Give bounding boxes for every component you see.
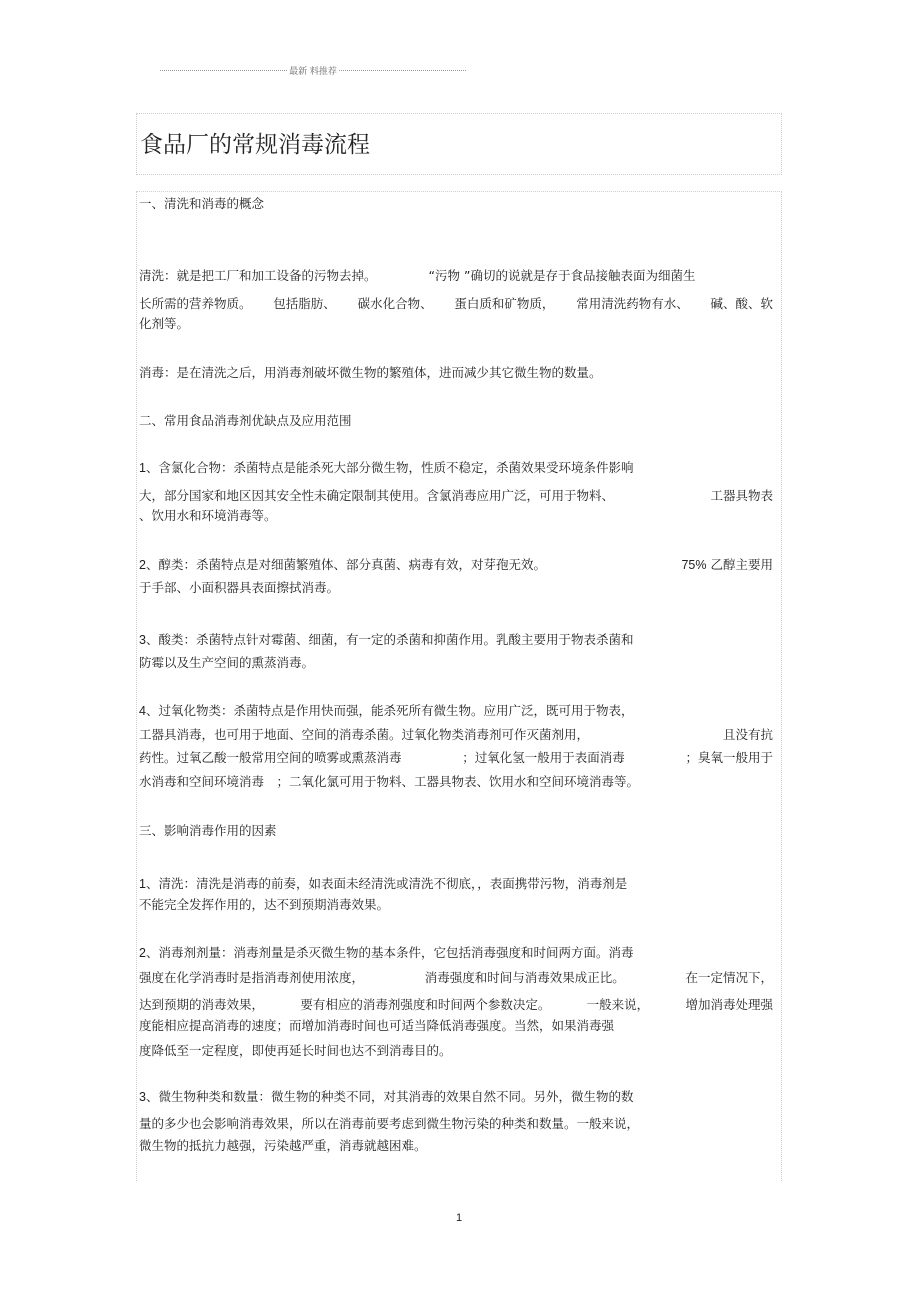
- percentage: 75%: [681, 558, 707, 572]
- text-span: ；过氧化氢一般用于表面消毒: [462, 750, 625, 765]
- header-dotted-rule-right: [339, 70, 466, 71]
- document-title: 食品厂的常规消毒流程: [140, 132, 370, 158]
- text-span: “污物 ”确切的说就是存于食品接触表面为细菌生: [428, 268, 696, 283]
- s2-item4-line2: [139, 727, 773, 743]
- item-number: 1: [139, 461, 146, 475]
- s1-p3-line: 化剂等。: [139, 316, 190, 331]
- text-span: 、消毒剂剂量：消毒剂量是杀灭微生物的基本条件，它包括消毒强度和时间两方面。消毒: [145, 945, 634, 960]
- s2-item1-line2: [139, 488, 773, 504]
- s2-item4-line4: 水消毒和空间环境消毒 ；二氧化氯可用于物料、工器具物表、饮用水和空间环境消毒等。: [139, 774, 640, 789]
- text-span: 强度在化学消毒时是指消毒剂使用浓度，: [139, 970, 365, 985]
- text-span: 一般来说，: [586, 997, 650, 1012]
- s1-p1-line: [139, 268, 695, 284]
- item-number: 3: [139, 1090, 146, 1104]
- text-span: 清洗：就是把工厂和加工设备的污物去掉。: [139, 268, 377, 283]
- text-span: 工器具消毒，也可用于地面、空间的消毒杀菌。过氧化物类消毒剂可作灭菌剂用，: [139, 727, 590, 742]
- s3-item2-line3: [139, 997, 773, 1013]
- s2-item3-line1: [139, 632, 633, 648]
- text-span: 要有相应的消毒剂强度和时间两个参数决定。: [300, 997, 551, 1012]
- text-span: [681, 557, 773, 573]
- s1-p4-line: 消毒：是在清洗之后，用消毒剂破坏微生物的繁殖体，进而减少其它微生物的数量。: [139, 365, 602, 380]
- text-span: 大，部分国家和地区因其安全性未确定限制其使用。含氯消毒应用广泛，可用于物料、: [139, 488, 615, 503]
- text-span: 、酸类：杀菌特点针对霉菌、细菌，有一定的杀菌和抑菌作用。乳酸主要用于物表杀菌和: [145, 632, 634, 647]
- text-span: 蛋白质和矿物质，: [454, 296, 555, 311]
- text-span: 达到预期的消毒效果，: [139, 997, 265, 1012]
- s3-item1-line1: [139, 876, 627, 892]
- s2-item1-line1: [139, 460, 633, 476]
- text-span: 碱、酸、软: [710, 296, 773, 311]
- s2-item2-line1: [139, 557, 773, 573]
- text-span: 增加消毒处理强: [685, 997, 773, 1012]
- s3-item3-line2: 量的多少也会影响消毒效果，所以在消毒前要考虑到微生物污染的种类和数量。一般来说，: [139, 1116, 640, 1131]
- text-span: 常用清洗药物有水、: [576, 296, 689, 311]
- text-span: 、微生物种类和数量：微生物的种类不同，对其消毒的效果自然不同。另外，微生物的数: [145, 1089, 634, 1104]
- s3-item2-line5: 度降低至一定程度，即使再延长时间也达不到消毒目的。: [139, 1043, 452, 1058]
- s2-item4-line3: [139, 750, 773, 766]
- text-span: 包括脂肪、: [273, 296, 336, 311]
- s3-item2-line1: [139, 945, 633, 961]
- text-span: 在一定情况下，: [685, 970, 773, 985]
- item-number: 2: [139, 946, 146, 960]
- item-number: 4: [139, 704, 146, 718]
- s2-item1-line3: 、饮用水和环境消毒等。: [139, 508, 277, 523]
- text-span: 乙醇主要用: [706, 557, 773, 572]
- text-span: 且没有抗: [722, 727, 773, 742]
- text-span: 药性。过氧乙酸一般常用空间的喷雾或熏蒸消毒: [139, 750, 402, 765]
- s3-item3-line3: 微生物的抵抗力越强，污染越严重，消毒就越困难。: [139, 1138, 427, 1153]
- text-span: 碳水化合物、: [357, 296, 433, 311]
- s1-p2-line: [139, 296, 773, 312]
- section-2-heading: 二、常用食品消毒剂优缺点及应用范围: [139, 413, 352, 428]
- text-span: 工器具物表: [710, 488, 773, 503]
- header-dotted-rule-left: [160, 70, 287, 71]
- s2-item2-line2: 于手部、小面积器具表面擦拭消毒。: [139, 580, 340, 595]
- section-1-heading: 一、清洗和消毒的概念: [139, 196, 265, 211]
- header-text: 最新 料推荐: [289, 67, 337, 77]
- s2-item4-line1: [139, 703, 633, 719]
- text-span: 、清洗：清洗是消毒的前奏，如表面未经清洗或清洗不彻底，，表面携带污物，消毒剂是: [145, 876, 628, 891]
- page-header: [160, 64, 466, 77]
- section-3-heading: 三、影响消毒作用的因素: [139, 823, 277, 838]
- page-number: 1: [456, 1212, 463, 1224]
- item-number: 3: [139, 633, 146, 647]
- s3-item1-line2: 不能完全发挥作用的，达不到预期消毒效果。: [139, 897, 390, 912]
- s3-item3-line1: [139, 1089, 633, 1105]
- s2-item3-line2: 防霉以及生产空间的熏蒸消毒。: [139, 655, 315, 670]
- item-number: 1: [139, 877, 146, 891]
- text-span: 长所需的营养物质。: [139, 296, 252, 311]
- s3-item2-line2: [139, 970, 773, 986]
- text-span: ；臭氧一般用于: [685, 750, 773, 765]
- text-span: 、过氧化物类：杀菌特点是作用快而强，能杀死所有微生物。应用广泛，既可用于物表，: [145, 703, 634, 718]
- text-span: [139, 557, 546, 573]
- item-number: 2: [139, 558, 146, 572]
- text-span: 消毒强度和时间与消毒效果成正比。: [424, 970, 625, 985]
- text-span: 、含氯化合物：杀菌特点是能杀死大部分微生物，性质不稳定，杀菌效果受环境条件影响: [145, 460, 634, 475]
- text-span: 、醇类：杀菌特点是对细菌繁殖体、部分真菌、病毒有效，对芽孢无效。: [145, 557, 546, 572]
- s3-item2-line4: 度能相应提高消毒的速度；而增加消毒时间也可适当降低消毒强度。当然，如果消毒强: [139, 1018, 615, 1033]
